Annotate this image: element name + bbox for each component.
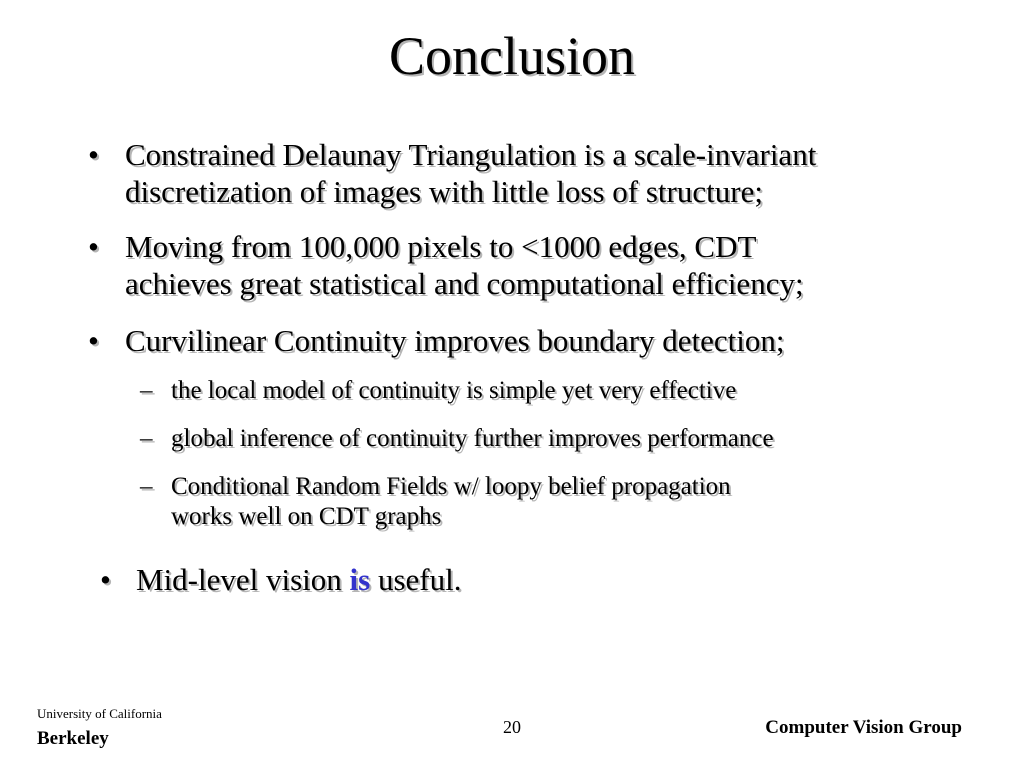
bullet-item xyxy=(88,228,948,302)
final-bullet-text xyxy=(136,561,800,598)
bullet-text-line: Moving from 100,000 pixels to <1000 edges, CDT xyxy=(125,229,757,264)
final-bullet-after: useful. xyxy=(370,562,462,597)
bullet-mark: • xyxy=(88,229,99,264)
sub-bullet-item xyxy=(140,376,920,406)
final-bullet-highlight: is xyxy=(349,562,371,597)
bullet-mark: • xyxy=(88,323,99,358)
bullet-text-line: discretization of images with little loss of structure; xyxy=(125,174,763,209)
bullet-item xyxy=(88,322,948,359)
sub-bullet-mark: – xyxy=(140,425,153,452)
sub-bullet-text-line: global inference of continuity further improves performance xyxy=(171,425,774,452)
sub-bullet-mark: – xyxy=(140,377,153,404)
bullet-text-line: Curvilinear Continuity improves boundary detection; xyxy=(125,323,785,358)
bullet-text-line: Constrained Delaunay Triangulation is a scale-invariant xyxy=(125,137,817,172)
sub-bullet-text-line: the local model of continuity is simple yet very effective xyxy=(171,377,737,404)
final-bullet-before: Mid-level vision xyxy=(136,562,350,597)
bullet-mark: • xyxy=(100,562,111,597)
footer-institution-line1: University of California xyxy=(37,706,162,721)
sub-bullet-text-line: works well on CDT graphs xyxy=(171,503,442,530)
slide-title: Conclusion xyxy=(388,26,635,86)
sub-bullet-text-line: Conditional Random Fields w/ loopy belief propagation xyxy=(171,473,731,500)
bullet-item-final xyxy=(100,561,800,598)
bullet-mark: • xyxy=(88,137,99,172)
sub-bullet-item xyxy=(140,424,920,454)
page-number: 20 xyxy=(503,717,521,737)
bullet-item xyxy=(88,136,948,210)
footer-group-name: Computer Vision Group xyxy=(765,717,962,738)
sub-bullet-mark: – xyxy=(140,473,153,500)
footer-institution-line2: Berkeley xyxy=(37,728,109,749)
sub-bullet-item xyxy=(140,472,920,532)
bullet-text-line: achieves great statistical and computational efficiency; xyxy=(125,266,804,301)
